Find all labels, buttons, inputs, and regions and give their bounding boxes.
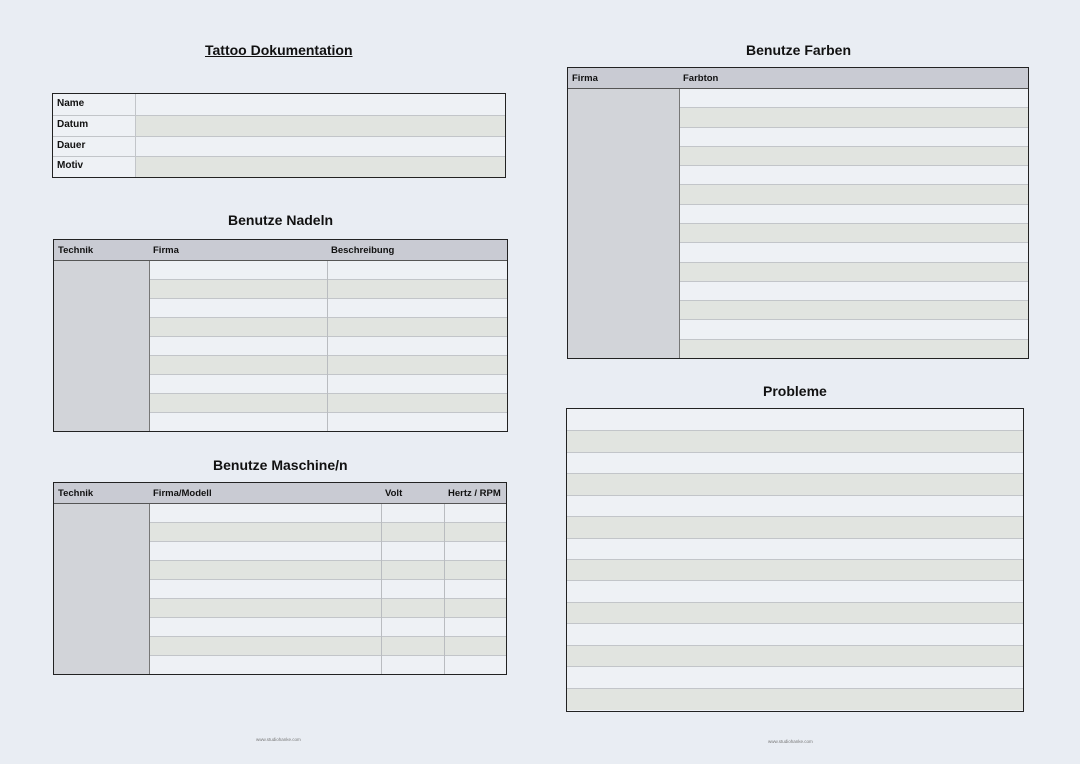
problem-line[interactable] bbox=[567, 538, 1023, 560]
colors-table bbox=[567, 67, 1029, 359]
column-header: Volt bbox=[385, 488, 403, 499]
needles-table bbox=[53, 239, 508, 432]
problem-line[interactable] bbox=[567, 559, 1023, 581]
footer-url-left: www.studiohanke.com bbox=[256, 737, 301, 742]
problem-line[interactable] bbox=[567, 580, 1023, 602]
documentation-title: Tattoo Dokumentation bbox=[205, 42, 353, 58]
machines-table bbox=[53, 482, 507, 675]
needles-title: Benutze Nadeln bbox=[228, 212, 334, 228]
problem-line[interactable] bbox=[567, 516, 1023, 538]
column-header: Firma bbox=[153, 245, 179, 256]
column-divider bbox=[381, 503, 382, 674]
column-header: Firma bbox=[572, 73, 598, 84]
table-header bbox=[54, 483, 506, 504]
column-header: Technik bbox=[58, 245, 94, 256]
row-divider bbox=[53, 115, 136, 116]
column-header: Technik bbox=[58, 488, 94, 499]
column-header: Firma/Modell bbox=[153, 488, 212, 499]
row-divider bbox=[53, 136, 136, 137]
first-column bbox=[54, 240, 150, 431]
info-row bbox=[136, 94, 505, 115]
problem-line[interactable] bbox=[567, 688, 1023, 710]
column-divider bbox=[327, 260, 328, 431]
table-header bbox=[568, 68, 1028, 89]
first-column bbox=[54, 483, 150, 674]
info-row bbox=[136, 115, 505, 137]
column-header: Beschreibung bbox=[331, 245, 395, 256]
info-row bbox=[136, 136, 505, 158]
problem-line[interactable] bbox=[567, 409, 1023, 430]
info-row bbox=[136, 156, 505, 178]
column-header: Farbton bbox=[683, 73, 719, 84]
problem-line[interactable] bbox=[567, 602, 1023, 624]
problems-title: Probleme bbox=[763, 383, 827, 399]
machines-title: Benutze Maschine/n bbox=[213, 457, 348, 473]
column-divider bbox=[444, 503, 445, 674]
info-field-label: Name bbox=[57, 98, 85, 109]
problem-line[interactable] bbox=[567, 452, 1023, 474]
footer-url-right: www.studiohanke.com bbox=[768, 739, 813, 744]
column-header: Hertz / RPM bbox=[448, 488, 501, 499]
info-field-label: Datum bbox=[57, 118, 89, 130]
info-field-label: Motiv bbox=[57, 160, 84, 172]
info-fields-box bbox=[52, 93, 506, 178]
table-header bbox=[54, 240, 507, 261]
problem-line[interactable] bbox=[567, 430, 1023, 452]
row-divider bbox=[53, 156, 136, 157]
colors-title: Benutze Farben bbox=[746, 42, 852, 58]
problem-line[interactable] bbox=[567, 473, 1023, 495]
info-field-label: Dauer bbox=[57, 139, 86, 151]
problems-box bbox=[566, 408, 1024, 712]
problem-line[interactable] bbox=[567, 495, 1023, 517]
problem-line[interactable] bbox=[567, 623, 1023, 645]
problem-line[interactable] bbox=[567, 645, 1023, 667]
problem-line[interactable] bbox=[567, 666, 1023, 688]
first-column bbox=[568, 68, 680, 358]
